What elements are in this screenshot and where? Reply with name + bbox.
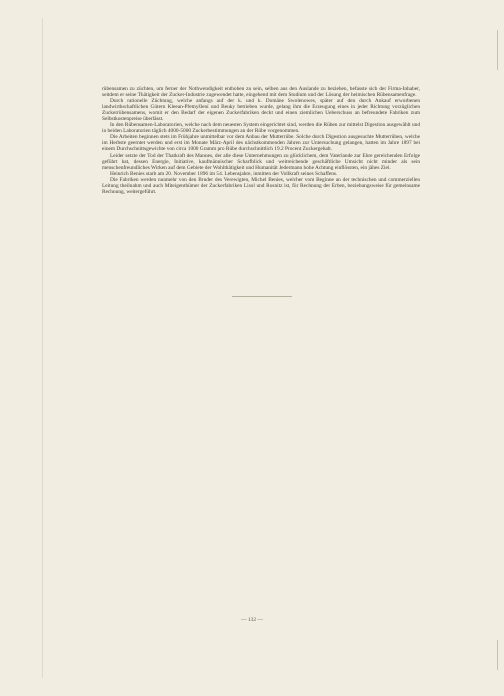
paragraph: In den Rübensamen-Laboratorien, welche nach dem neuesten System eingerichtet sind, werden die Rüben zur mittelst Digestion ausgewählt und in beiden Laboratorien täglich 4000-5000 Zuckerbestimmungen an der Rübe vorgenommen.	[102, 122, 420, 135]
paragraph: Heinrich Benies starb am 20. November 1896 im 54. Lebensjahre, inmitten der Vollkraft seines Schaffens.	[110, 170, 338, 177]
paragraph: Durch rationelle Züchtung, welche anfangs auf der k. und k. Domäne Swolenowes, später auf den durch Ankauf erworbenen landwirthschaftlichen Gütern Kleean-Přemyšlení und Beuky betrieben wurde, gelang ihm die Erzeugung eines in jeder Richtung vorzüglichen Zuckerrübensamens, womit er den Bedarf der eigenen Zuckerfabriken deckt und einen ziemlichen Ueberschuss an befreundete Fabriken zum Selbstkostenpreise überlässt.	[102, 98, 420, 123]
page-edge-mark	[497, 640, 498, 670]
paragraph: Leider setzte der Tod der Thatkraft des Mannes, der alle diese Unternehmungen zu glücklichem, dem Vaterlande zur Ehre gereichenden Erfolge geführt hat, dessen Energie, Initiative, kaufmännischer Scharfblick und weitreichende geschäftliche Umsicht nicht minder als sein menschenfreundliches Wirken auf dem Gebiete der Wohlthätigkeit und Humanität Jedermann hohe Achtung einflössten, ein jähes Ziel.	[102, 152, 420, 171]
page-number: — 132 —	[241, 617, 263, 623]
section-divider	[232, 296, 292, 297]
paragraph: rübensamen zu züchten, um ferner der Nothwendigkeit enthoben zu sein, selben aus den Auslande zu beziehen, befasste sich der Firma-Inhaber, seitdem er seine Thätigkeit der Zucker-Industrie zugewendet hatte, eingehend mit dem Studium und der Lösung der heimischen Rübensamenfrage.	[102, 86, 420, 99]
paragraph: Die Arbeiten beginnen stets im Frühjahre unmittelbar vor dem Anbau der Mutterrübe. Solche durch Digestion ausgesuchte Mutterrüben, welche im Herbste geerntet werden und erst im Monate März-April des nächstkommenden Jahren zur Untersuchung gelangen, hatten im Jahre 1897 bei einem Durchschnittsgewichte von circa 1000 Gramm pro Rübe durchschnittlich 19.2 Procent Zuckergehalt.	[102, 134, 420, 153]
paragraph: Die Fabriken werden nunmehr von den Bruder des Verewigten, Michel Benies, welcher vom Beginne an der technischen und commerziellen Leitung theilnahm und auch Miteigenthümer der Zuckerfabriken Lisol und Rosnitz ist, für Rechnung der Erben, beziehungsweise für gemeinsame Rechnung, weitergeführt.	[102, 176, 420, 195]
body-text	[102, 86, 420, 195]
page-edge-mark	[497, 30, 498, 70]
